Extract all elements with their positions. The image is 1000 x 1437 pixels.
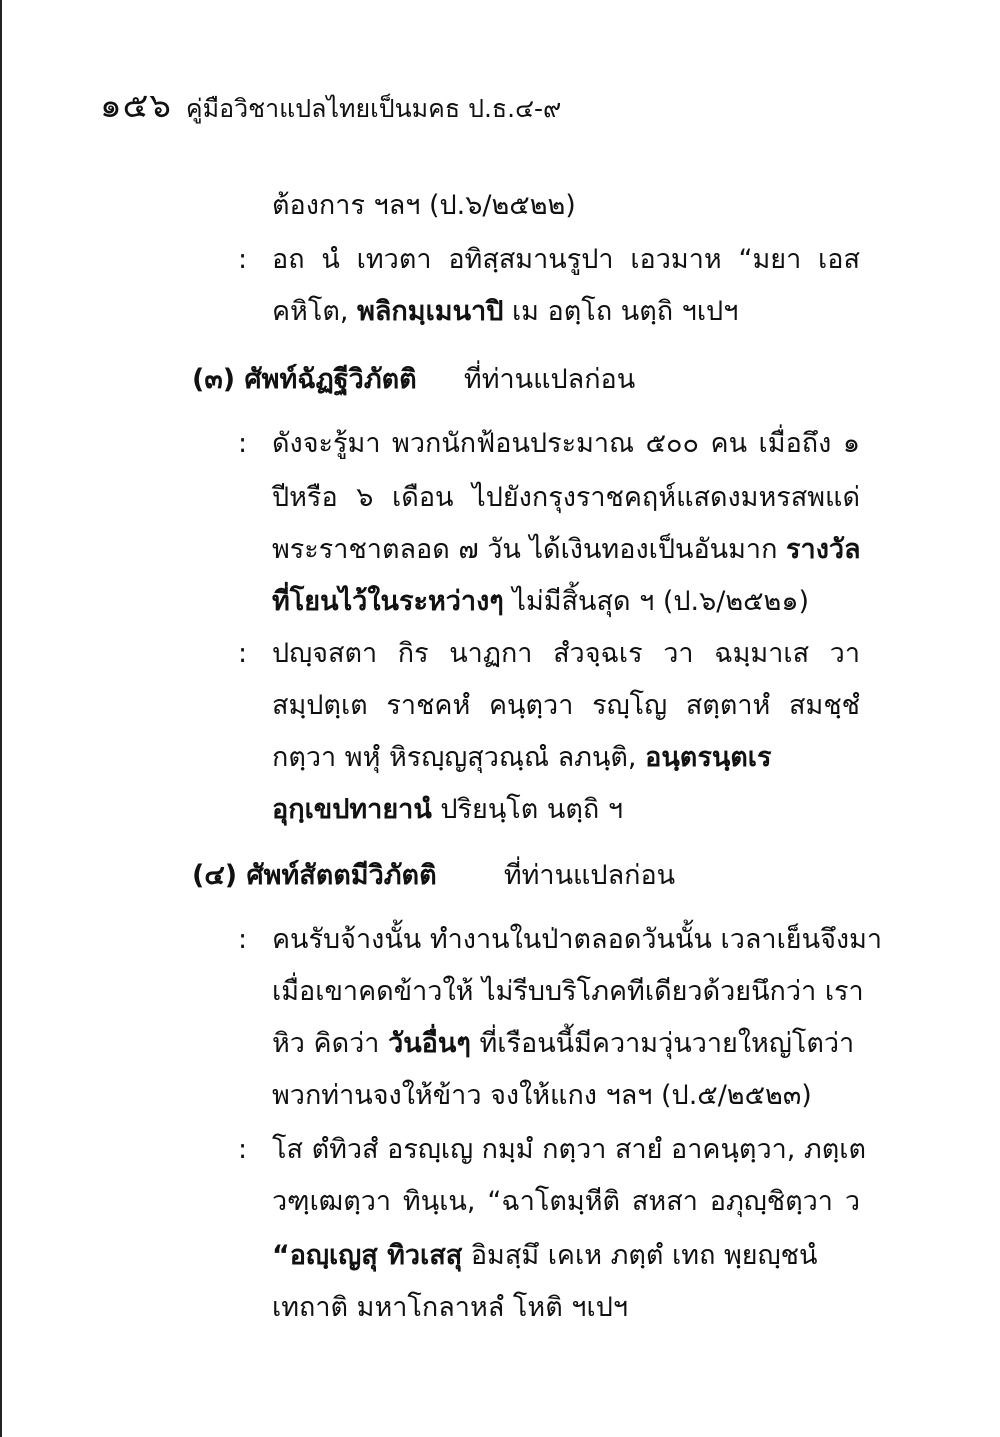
thai-text: พระราชาตลอด ๗ วัน ได้เงินทองเป็นอันมาก bbox=[272, 534, 778, 565]
pali-line: สมฺปตฺเต ราชคหํ คนฺตฺวา รญฺโญ สตฺตาหํ สมชฺชํ bbox=[272, 690, 860, 721]
section-heading-rest: ที่ท่านแปลก่อน bbox=[463, 364, 636, 395]
colon-mark: : bbox=[238, 428, 248, 459]
section-heading bbox=[192, 856, 675, 896]
section-heading bbox=[192, 360, 635, 400]
section-heading-bold: (๓) ศัพท์ฉัฏฐีวิภัตติ bbox=[192, 364, 417, 395]
thai-text: ไม่มีสิ้นสุด ฯ (ป.๖/๒๕๒๑) bbox=[512, 586, 810, 617]
pali-line bbox=[272, 1236, 860, 1276]
colon-mark: : bbox=[238, 1134, 248, 1165]
colon-mark: : bbox=[238, 244, 248, 275]
colon-mark: : bbox=[238, 638, 248, 669]
page-number: ๑๕๖ bbox=[100, 86, 172, 126]
section-heading-bold: (๔) ศัพท์สัตตมีวิภัตติ bbox=[192, 860, 437, 891]
thai-line: เมื่อเขาคดข้าวให้ ไม่รีบบริโภคทีเดียวด้วยนึกว่า เรา bbox=[272, 976, 864, 1007]
pali-line bbox=[272, 738, 860, 778]
continuation-line: ต้องการ ฯลฯ (ป.๖/๒๕๒๒) bbox=[272, 190, 576, 221]
section-heading-rest: ที่ท่านแปลก่อน bbox=[503, 860, 676, 891]
thai-line bbox=[272, 582, 860, 622]
pali-line: เทถาติ มหาโกลาหลํ โหติ ฯเปฯ bbox=[272, 1292, 628, 1323]
pali-text: อิมสฺมึ เคเห ภตฺตํ เทถ พฺยญฺชนํ bbox=[470, 1240, 818, 1271]
pali-text: คหิโต, bbox=[272, 296, 349, 327]
thai-bold-text: ที่โยนไว้ในระหว่างๆ bbox=[272, 586, 504, 617]
thai-line: พวกท่านจงให้ข้าว จงให้แกง ฯลฯ (ป.๕/๒๕๒๓) bbox=[272, 1080, 812, 1111]
thai-line: ดังจะรู้มา พวกนักฟ้อนประมาณ ๕๐๐ คน เมื่อถึง ๑ bbox=[272, 428, 860, 459]
pali-text: กตฺวา พหุํ หิรญฺญสุวณฺณํ ลภนฺติ, bbox=[272, 742, 637, 773]
pali-bold-text: อนฺตรนฺตเร bbox=[645, 742, 772, 773]
thai-bold-text: รางวัล bbox=[786, 534, 861, 565]
pali-line bbox=[272, 292, 860, 332]
thai-line bbox=[272, 1024, 860, 1064]
pali-bold-text: พลิกมฺเมนาปิ bbox=[357, 296, 504, 327]
pali-text: ปริยนฺโต นตฺถิ ฯ bbox=[440, 794, 624, 825]
thai-line: ปีหรือ ๖ เดือน ไปยังกรุงราชคฤห์แสดงมหรสพแด่ bbox=[272, 482, 860, 513]
thai-bold-text: วันอื่นๆ bbox=[388, 1028, 471, 1059]
pali-line: ปญฺจสตา กิร นาฏกา สํวจฺฉเร วา ฉมฺมาเส วา bbox=[272, 638, 860, 669]
pali-line: โส ตํทิวสํ อรญฺเญ กมฺมํ กตฺวา สายํ อาคนฺตฺวา, ภตฺเต bbox=[272, 1134, 867, 1165]
thai-line: คนรับจ้างนั้น ทำงานในป่าตลอดวันนั้น เวลาเย็นจึงมา bbox=[272, 924, 883, 955]
thai-line bbox=[272, 530, 860, 570]
pali-line: วฑฺเฒตฺวา ทินฺเน, “ฉาโตมฺหีติ สหสา อภุญฺชิตฺวา ว bbox=[272, 1186, 860, 1217]
pali-line bbox=[272, 790, 860, 830]
running-title: คู่มือวิชาแปลไทยเป็นมคธ ป.ธ.๔-๙ bbox=[185, 94, 562, 123]
pali-bold-text: อุกฺเขปทายานํ bbox=[272, 794, 432, 825]
page-header bbox=[100, 78, 561, 132]
pali-text: เม อตฺโถ นตฺถิ ฯเปฯ bbox=[511, 296, 739, 327]
thai-text: ที่เรือนนี้มีความวุ่นวายใหญ่โตว่า bbox=[479, 1028, 855, 1059]
colon-mark: : bbox=[238, 924, 248, 955]
pali-line: อถ นํ เทวตา อทิสฺสมานรูปา เอวมาห “มยา เอส bbox=[272, 244, 860, 275]
thai-text: หิว คิดว่า bbox=[272, 1028, 380, 1059]
pali-bold-text: “อญฺเญสุ ทิวเสสุ bbox=[272, 1240, 463, 1271]
